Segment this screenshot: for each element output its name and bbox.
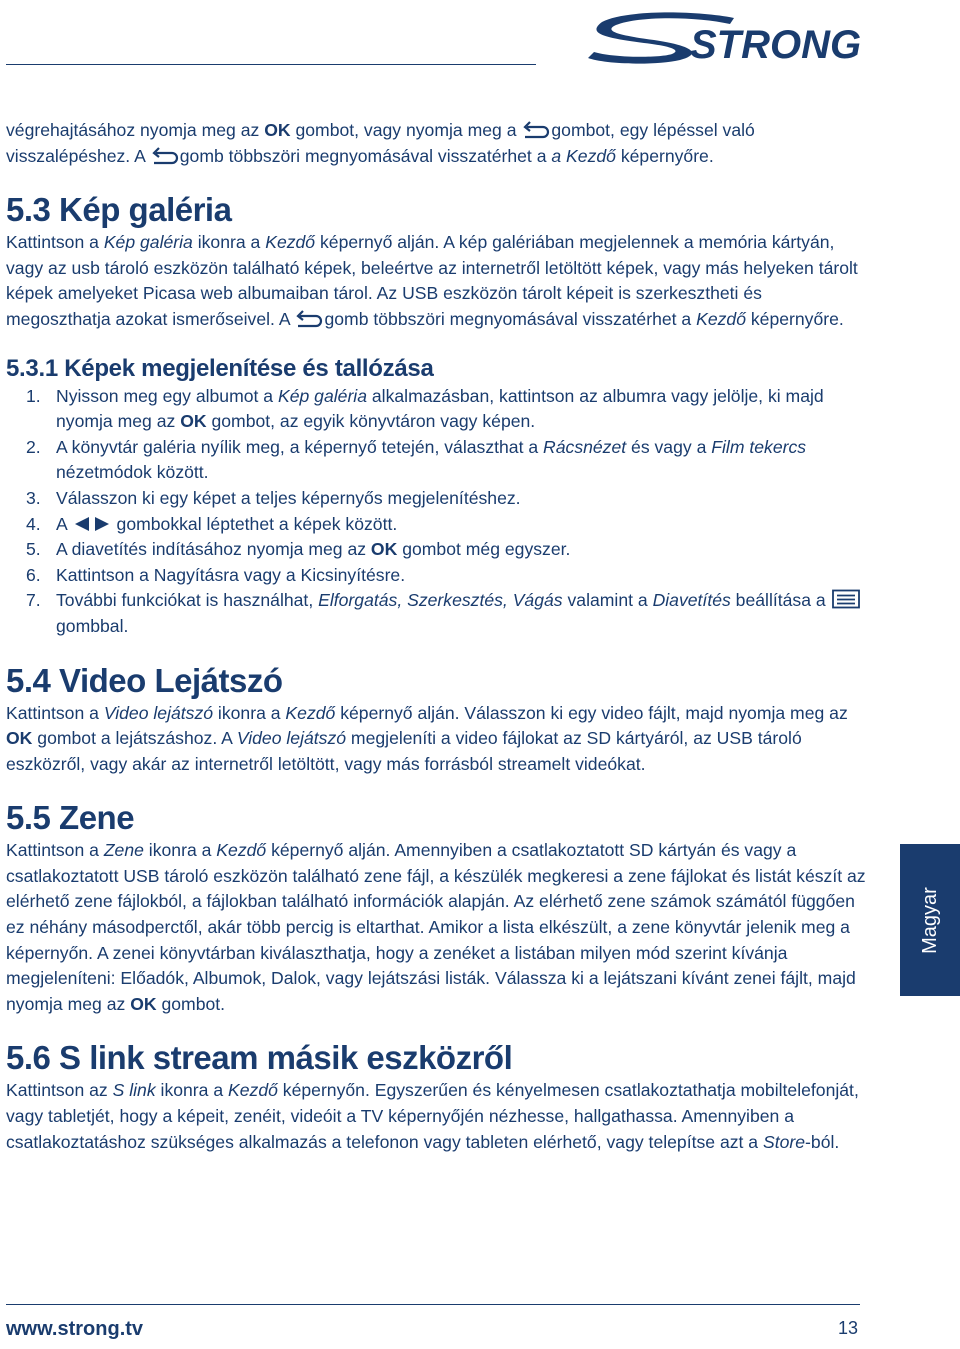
italic-text: a Kezdő xyxy=(551,145,616,166)
section-heading-5-6: 5.6 S link stream másik eszközről xyxy=(6,1039,513,1077)
language-tab-label: Magyar xyxy=(918,886,941,954)
list-item: 5. A diavetítés indításához nyomja meg az OK gombot még egyszer. xyxy=(26,539,571,560)
text: gombot, vagy nyomja meg a xyxy=(290,120,522,140)
right-arrow-icon xyxy=(92,515,112,533)
page-number: 13 xyxy=(838,1318,859,1338)
intro-paragraph xyxy=(6,118,866,169)
section-heading-5-3-1: 5.3.1 Képek megjelenítése és tallózása xyxy=(6,354,434,382)
text: gombot, egy lépéssel való visszalépéshez. A xyxy=(6,120,755,166)
back-icon xyxy=(150,145,180,165)
footer-rule xyxy=(6,1304,860,1305)
ok-label: OK xyxy=(264,120,291,140)
left-arrow-icon xyxy=(72,515,92,533)
section-heading-5-3: 5.3 Kép galéria xyxy=(6,191,232,229)
list-item: 7. További funkciókat is használhat, Elforgatás, Szerkesztés, Vágás valamint a Diavetítés beállítása a gombbal. xyxy=(6,588,866,639)
logo-text: STRONG xyxy=(690,23,862,66)
menu-icon xyxy=(831,589,861,609)
section-heading-5-4: 5.4 Video Lejátszó xyxy=(6,661,283,699)
back-icon xyxy=(521,119,551,139)
header-rule xyxy=(6,64,536,65)
section-5-5-paragraph: Kattintson a Zene ikonra a Kezdő képernyő alján. Amennyiben a csatlakoztatott SD kártyán és vagy a csatlakoztatott USB tároló eszközön található zene fájl, a készülék megkeresi a zene fájlokat és listát készít az elérhető zene fájlokból, a fájlokban található információk alapján. Az elérhető zene számok számától függően ez néhány másodperctől, akár több percig is eltarthat. Amikor a lista elkészült, a zene könyvtár jelenik meg a képernyőn. A zenei könyvtárban kiválaszthatja, hogy a zenéket a listában milyen mód szerint kívánja megjeleníteni: Előadók, Albumok, Dalok, vagy lejátszási listák. Válassza ki a lejátszani kívánt zenei fájlt, majd nyomja meg az OK gombot. xyxy=(6,840,866,1014)
section-heading-5-5: 5.5 Zene xyxy=(6,799,135,837)
strong-logo xyxy=(584,8,864,66)
page-content xyxy=(6,118,866,1155)
text: gomb többszöri megnyomásával visszatérhet a xyxy=(179,145,552,166)
list-item: 6. Kattintson a Nagyításra vagy a Kicsinyítésre. xyxy=(26,564,406,585)
steps-list xyxy=(6,384,866,640)
section-5-6-paragraph: Kattintson az S link ikonra a Kezdő képernyőn. Egyszerűen és kényelmesen csatlakoztathatja mobiltelefonját, vagy tabletjét, hogy a képeit, zenéit, videóit a TV képernyőjén nézhesse, hallgathassa. Amennyiben a csatlakoztatáshoz szükséges alkalmazás a telefonon vagy tableten elérhető, vagy telepítse azt a Store-ból. xyxy=(6,1080,859,1152)
back-icon xyxy=(294,308,324,328)
list-item: 1. Nyisson meg egy albumot a Kép galéria alkalmazásban, kattintson az albumra vagy jelölje, ki majd nyomja meg az OK gombot, az egyik könyvtáron vagy képen. xyxy=(26,385,824,432)
footer-url[interactable]: www.strong.tv xyxy=(6,1318,144,1340)
list-item: 2. A könyvtár galéria nyílik meg, a képernyő tetején, választhat a Rácsnézet és vagy a Film tekercs nézetmódok között. xyxy=(26,436,807,483)
text: képernyőre. xyxy=(615,145,714,166)
list-item: 4. A gombokkal léptethet a képek között. xyxy=(26,513,398,534)
language-tab xyxy=(900,844,960,996)
section-5-3-paragraph: Kattintson a Kép galéria ikonra a Kezdő képernyő alján. A kép galériában megjelennek a memória kártyán, vagy az usb tároló eszközön található képek, beleértve az internetről letöltött képek, vagy más helyeken tárolt képek amelyeket Picasa web albumaiban tárol. Az USB eszközön tárolt képeit is szerkesztheti és megoszthatja azokat ismerőseivel. A gomb többszöri megnyomásával visszatérhet a Kezdő képernyőre. xyxy=(6,232,858,329)
list-item: 3. Válasszon ki egy képet a teljes képernyős megjelenítéshez. xyxy=(26,487,521,508)
text: végrehajtásához nyomja meg az xyxy=(6,120,265,140)
section-5-4-paragraph: Kattintson a Video lejátszó ikonra a Kezdő képernyő alján. Válasszon ki egy video fájlt, majd nyomja meg az OK gombot a lejátszáshoz. A Video lejátszó megjeleníti a video fájlokat az SD kártyáról, az USB tároló eszközről, vagy akár az internetről letöltött, vagy más forrásból streamelt videókat. xyxy=(6,702,848,774)
